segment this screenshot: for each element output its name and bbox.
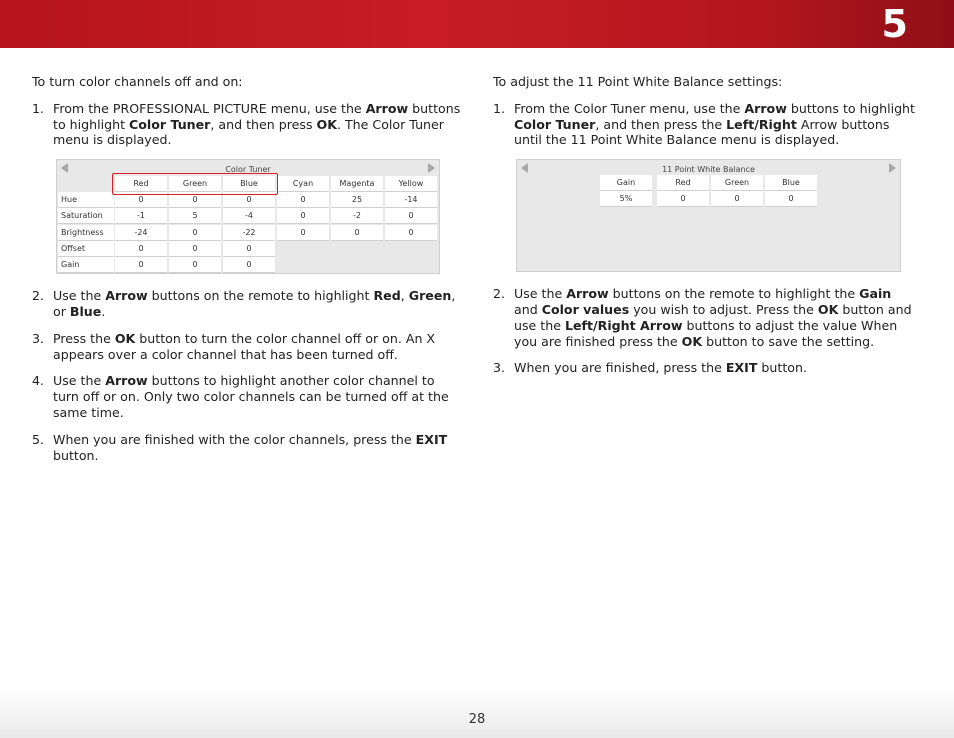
page-number: 28: [468, 712, 486, 727]
step-text: Use the: [53, 288, 106, 304]
table-cell: 0: [169, 257, 221, 273]
step-number: 3.: [32, 330, 45, 346]
white-balance-screenshot: [516, 159, 901, 272]
row-label-saturation: Saturation: [58, 208, 114, 224]
column-header-red: Red: [657, 175, 709, 191]
table-cell: 5: [169, 208, 221, 224]
step-text: buttons to highlight another color channel to turn off or on. Only two color channels can be turned off at the same time.: [53, 373, 449, 420]
table-cell: 0: [115, 241, 167, 257]
left-intro: To turn color channels off and on:: [32, 74, 243, 89]
left-step-1: [32, 101, 462, 148]
rgb-highlight-box: [112, 173, 278, 195]
step-number: 2.: [493, 286, 506, 302]
step-bold: EXIT: [725, 360, 758, 376]
table-cell: 0: [115, 192, 167, 208]
right-step-1: [493, 101, 918, 148]
color-tuner-title: Color Tuner: [225, 165, 271, 175]
step-bold: Red: [373, 288, 401, 304]
step-text: buttons to highlight: [786, 100, 915, 116]
step-text: buttons on the remote to highlight: [147, 288, 374, 304]
step-text: From the Color Tuner menu, use the: [514, 100, 745, 116]
step-bold: Color Tuner: [129, 116, 211, 132]
table-cell: 0: [385, 225, 437, 241]
table-cell: 0: [223, 257, 275, 273]
row-label-offset: Offset: [58, 241, 114, 257]
step-text: When you are finished with the color channels, press the: [53, 431, 416, 447]
step-text: From the PROFESSIONAL PICTURE menu, use the: [53, 100, 366, 116]
column-header-blue: Blue: [223, 176, 275, 192]
table-cell: 0: [331, 225, 383, 241]
column-header-gain: Gain: [600, 175, 652, 191]
step-text: buttons to highlight: [53, 100, 461, 132]
left-steps: [32, 101, 462, 148]
left-step-3: [32, 331, 462, 363]
table-cell: -2: [331, 208, 383, 224]
table-cell: 0: [223, 192, 275, 208]
step-bold: Green: [408, 288, 452, 304]
step-text: and: [514, 301, 542, 317]
table-cell: -4: [223, 208, 275, 224]
step-text: you wish to adjust. Press the: [629, 301, 818, 317]
step-bold: OK: [114, 330, 136, 346]
table-cell: 25: [331, 192, 383, 208]
table-cell: -14: [385, 192, 437, 208]
left-step-5: [32, 432, 462, 464]
right-step-2: [493, 286, 918, 349]
white-balance-title: 11 Point White Balance: [662, 165, 755, 175]
header-bar: [0, 0, 954, 48]
row-label-gain: Gain: [58, 257, 114, 273]
step-text: Arrow buttons until the 11 Point White Balance menu is displayed.: [514, 116, 890, 148]
step-bold: OK: [316, 116, 337, 132]
step-text: Use the: [514, 286, 567, 302]
right-column: [493, 74, 918, 387]
step-text: button to turn the color channel off or on. An X appears over a color channel that has been turned off.: [53, 330, 436, 362]
table-cell: 0: [711, 191, 763, 207]
step-text: When you are finished, press the: [514, 360, 726, 376]
left-step-4: [32, 373, 462, 420]
chapter-number: 5: [881, 2, 908, 46]
step-number: 1.: [493, 100, 506, 116]
step-bold: Left/Right Arrow: [564, 317, 683, 333]
step-text: Press the: [53, 330, 115, 346]
row-label-hue: Hue: [58, 192, 114, 208]
step-text: . The Color Tuner menu is displayed.: [53, 116, 444, 148]
color-tuner-screenshot: [56, 159, 440, 274]
step-text: button.: [757, 360, 807, 376]
step-text: , and then press: [210, 116, 317, 132]
step-number: 4.: [32, 373, 45, 389]
table-cell: 0: [657, 191, 709, 207]
table-cell: 0: [169, 241, 221, 257]
step-bold: Color values: [541, 301, 630, 317]
step-number: 2.: [32, 288, 45, 304]
table-cell: 0: [277, 192, 329, 208]
step-bold: Arrow: [105, 373, 148, 389]
step-text: button.: [53, 447, 99, 463]
left-column: [32, 74, 462, 474]
column-header-green: Green: [169, 176, 221, 192]
table-cell: 0: [169, 192, 221, 208]
table-cell: 0: [115, 257, 167, 273]
step-bold: OK: [817, 301, 839, 317]
table-cell: -24: [115, 225, 167, 241]
step-bold: OK: [681, 333, 703, 349]
step-bold: Left/Right: [726, 116, 797, 132]
row-label-brightness: Brightness: [58, 225, 114, 241]
right-steps-cont: [493, 286, 918, 376]
table-cell: 0: [277, 208, 329, 224]
step-text: buttons to adjust the value When you are finished press the: [514, 317, 898, 349]
column-header-green: Green: [711, 175, 763, 191]
table-cell: -22: [223, 225, 275, 241]
table-cell: 0: [277, 225, 329, 241]
column-header-magenta: Magenta: [331, 176, 383, 192]
step-text: button and use the: [514, 301, 912, 333]
step-bold: EXIT: [415, 431, 448, 447]
step-text: , and then press the: [595, 116, 727, 132]
step-text: .: [101, 303, 106, 319]
right-intro: To adjust the 11 Point White Balance settings:: [493, 74, 783, 89]
step-number: 5.: [32, 431, 45, 447]
step-bold: Gain: [859, 286, 892, 302]
column-header-red: Red: [115, 176, 167, 192]
table-cell: 0: [169, 225, 221, 241]
step-number: 1.: [32, 100, 45, 116]
right-step-3: [493, 360, 918, 376]
table-cell: -1: [115, 208, 167, 224]
step-bold: Color Tuner: [514, 116, 596, 132]
column-header-yellow: Yellow: [385, 176, 437, 192]
left-step-2: [32, 288, 462, 320]
step-text: button to save the setting.: [702, 333, 875, 349]
step-number: 3.: [493, 360, 506, 376]
step-text: buttons on the remote to highlight the: [608, 286, 860, 302]
column-header-blue: Blue: [765, 175, 817, 191]
step-bold: Arrow: [744, 100, 787, 116]
step-bold: Arrow: [365, 100, 409, 116]
step-text: , or: [53, 288, 456, 319]
step-text: Use the: [53, 373, 106, 389]
left-steps-cont: [32, 288, 462, 463]
column-header-cyan: Cyan: [277, 176, 329, 192]
right-steps: [493, 101, 918, 148]
step-bold: Arrow: [566, 286, 609, 302]
step-bold: Blue: [69, 303, 102, 319]
table-cell: 0: [223, 241, 275, 257]
table-cell: 5%: [600, 191, 652, 207]
step-text: ,: [400, 288, 409, 304]
table-cell: 0: [765, 191, 817, 207]
table-cell: 0: [385, 208, 437, 224]
step-bold: Arrow: [105, 288, 148, 304]
